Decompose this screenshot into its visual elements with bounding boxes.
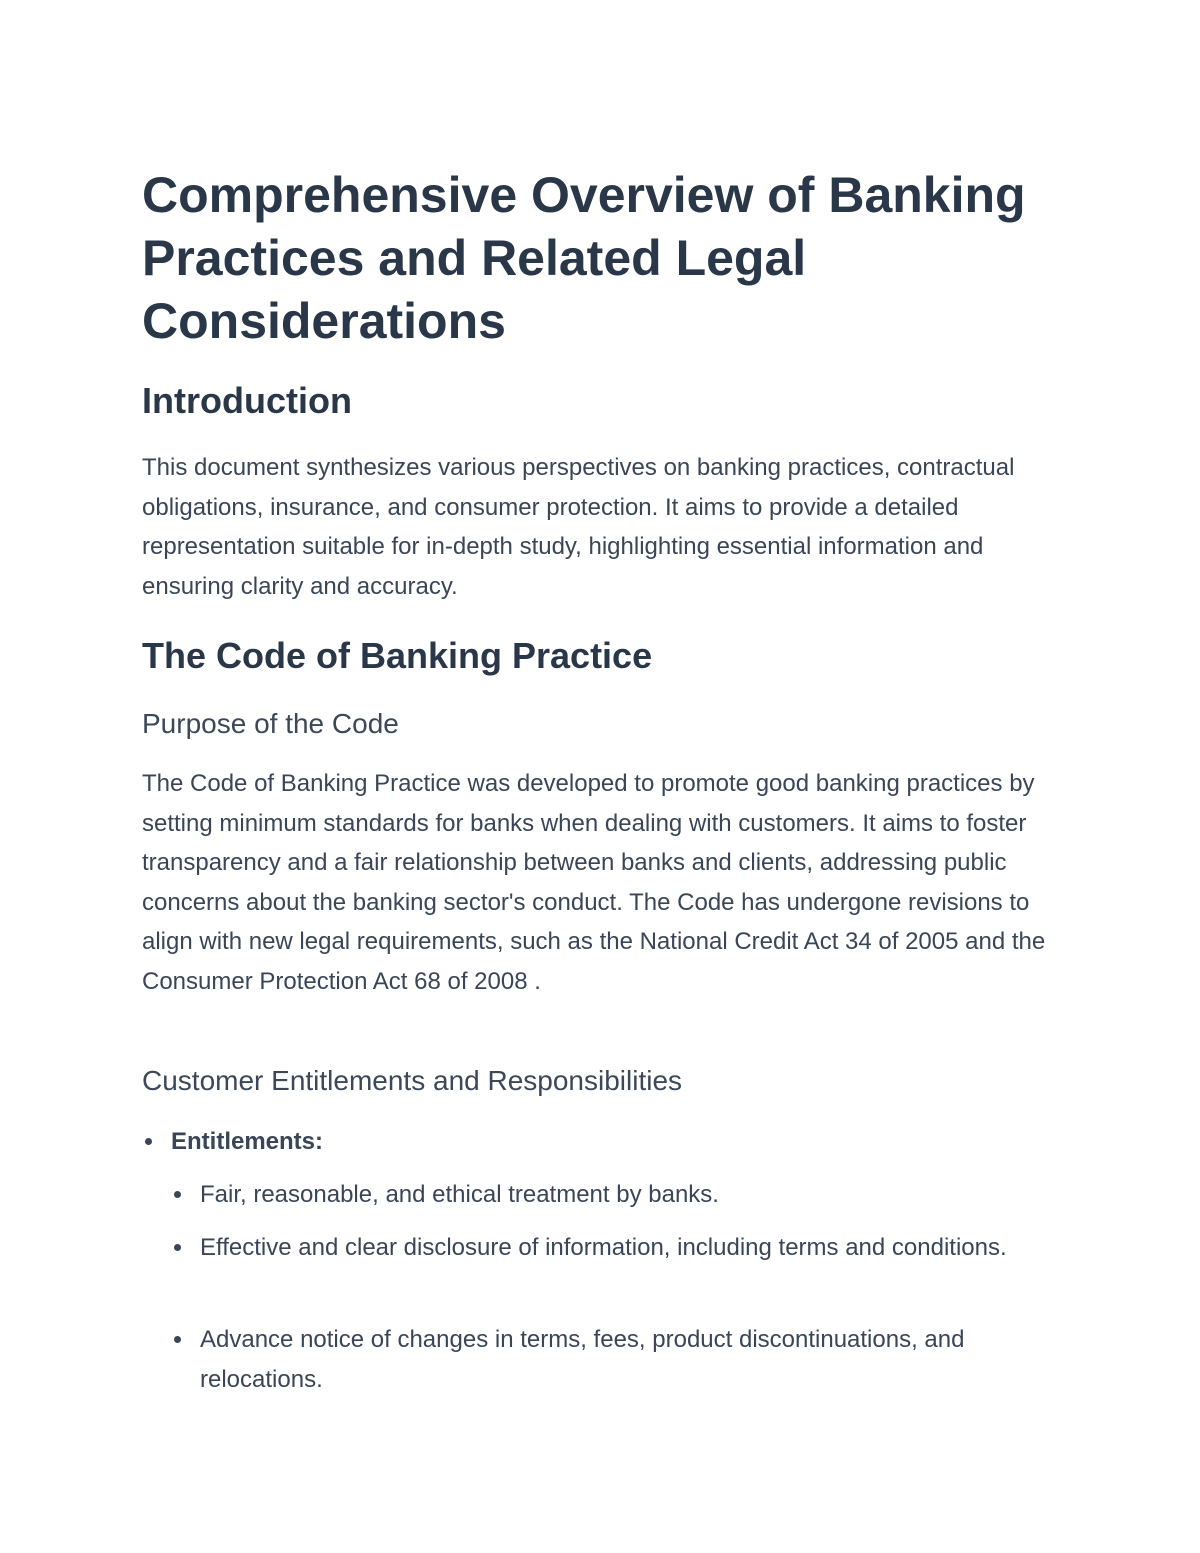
purpose-paragraph: The Code of Banking Practice was developed to promote good banking practices by setting minimum standards for banks when dealing with customers. It aims to foster transparency and a fair relationship between banks and clients, addressing public concerns about the banking sector's conduct. The Code has undergone revisions to align with new legal requirements, such as the National Credit Act 34 of 2005 and the Consumer Protection Act 68 of 2008 . xyxy=(142,770,1046,995)
entitlements-responsibilities-heading: Customer Entitlements and Responsibilities xyxy=(142,1065,683,1096)
entitlement-item: Effective and clear disclosure of information, including terms and conditions. xyxy=(200,1234,1007,1261)
introduction-paragraph: This document synthesizes various perspectives on banking practices, contractual obligations, insurance, and consumer protection. It aims to provide a detailed representation suitable for in-depth study, highlighting essential information and ensuring clarity and accuracy. xyxy=(142,454,1015,600)
introduction-heading: Introduction xyxy=(142,380,352,421)
code-of-banking-practice-heading: The Code of Banking Practice xyxy=(142,635,653,676)
entitlement-item: Advance notice of changes in terms, fees, product discontinuations, and relocations. xyxy=(200,1326,965,1393)
entitlements-label: Entitlements: xyxy=(171,1128,324,1155)
document-title: Comprehensive Overview of Banking Practices and Related Legal Considerations xyxy=(142,167,1026,349)
bullet-dot xyxy=(145,1138,152,1145)
purpose-of-code-heading: Purpose of the Code xyxy=(142,708,399,739)
bullet-dot xyxy=(174,1244,181,1251)
entitlement-item: Fair, reasonable, and ethical treatment by banks. xyxy=(200,1181,719,1208)
bullet-dot xyxy=(174,1191,181,1198)
bullet-dot xyxy=(174,1336,181,1343)
